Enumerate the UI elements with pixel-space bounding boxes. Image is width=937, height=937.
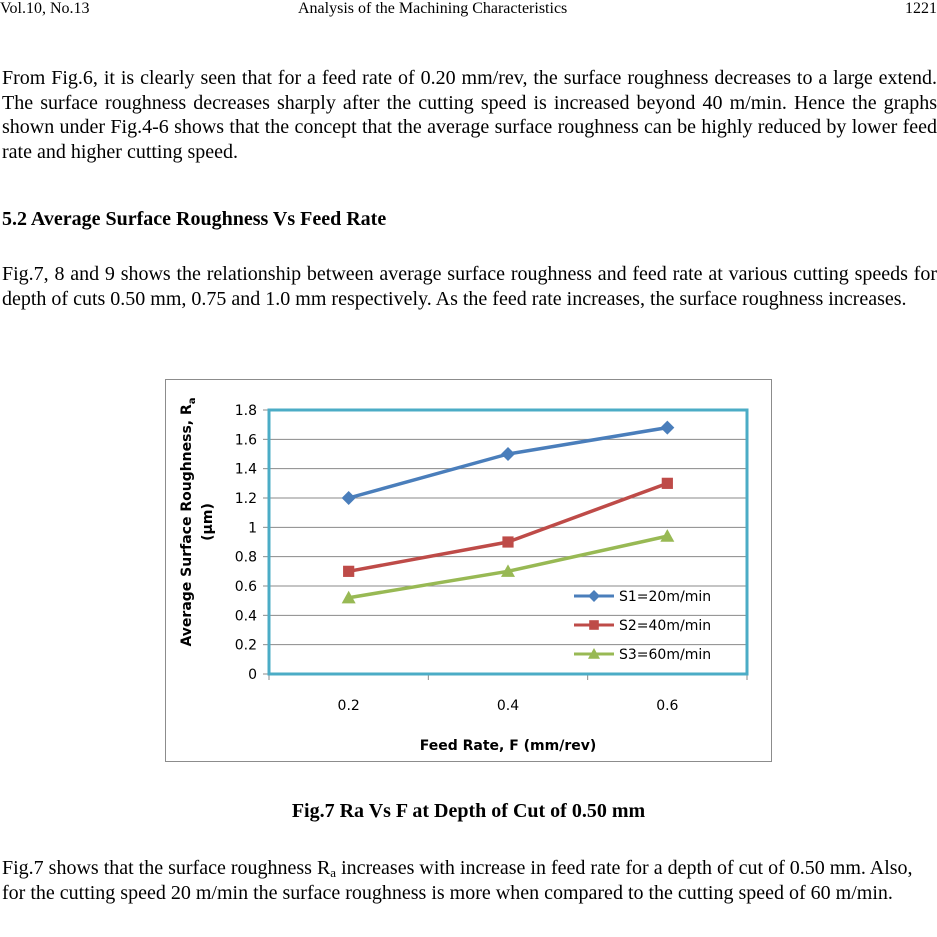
subscript-a: a [330, 865, 337, 880]
y-tick-label: 1 [248, 520, 257, 537]
y-tick-label: 1.6 [234, 432, 257, 449]
y-axis-label-main: Average Surface Roughness, R [179, 404, 195, 647]
page-number: 1221 [905, 0, 937, 17]
text-run: Fig.7 shows that the surface roughness R [2, 857, 331, 879]
x-tick-label: 0.4 [496, 698, 520, 714]
y-tick-label: 1.8 [234, 403, 257, 419]
legend-label: S2=40m/min [619, 618, 712, 634]
paragraph-fig6-discussion: From Fig.6, it is clearly seen that for a feed rate of 0.20 mm/rev, the surface roughness decreases to a large extend. The surface roughness decreases sharply after the cutting speed is increased beyond 40 m/min. Hence the graphs shown under Fig.4-6 shows that the concept that the average surface roughness can be highly reduced by lower feed rate and higher cutting speed. [2, 67, 937, 163]
data-point-s2 [662, 478, 673, 489]
page-header [0, 0, 937, 22]
y-tick-label: 0 [248, 667, 257, 683]
legend-marker [589, 620, 599, 630]
text-run: increases with increase in feed rate for a depth of cut of 0.50 mm. Also, for the cutting speed 20 m/min the surface roughness is more when compared to the cutting speed of 60 m/min. [2, 857, 913, 904]
x-tick-label: 0.6 [656, 698, 679, 714]
legend-label: S1=20m/min [619, 589, 712, 605]
y-axis-label [179, 397, 216, 646]
y-tick-label: 0.8 [234, 549, 257, 566]
data-point-s1 [342, 491, 356, 505]
data-point-s2 [502, 536, 513, 547]
paragraph-fig7-9-intro: Fig.7, 8 and 9 shows the relationship between average surface roughness and feed rate at various cutting speeds for depth of cuts 0.50 mm, 0.75 and 1.0 mm respectively. As the feed rate increases, the surface roughness increases. [2, 263, 937, 310]
y-tick-label: 1.2 [234, 491, 257, 507]
chart-figure-7 [165, 379, 772, 762]
chart-svg [166, 380, 773, 763]
data-point-s2 [343, 566, 354, 577]
paragraph-fig7-discussion [2, 856, 937, 905]
y-tick-label: 0.4 [234, 608, 257, 625]
data-point-s1 [660, 421, 674, 435]
section-heading: 5.2 Average Surface Roughness Vs Feed Rate [2, 208, 387, 230]
legend-label: S3=60m/min [619, 647, 712, 663]
svg-text:Average Surface Roughness, Ra [179, 397, 198, 646]
data-point-s1 [501, 447, 515, 461]
figure-caption: Fig.7 Ra Vs F at Depth of Cut of 0.50 mm [291, 800, 646, 822]
running-title: Analysis of the Machining Characteristics [298, 0, 568, 17]
y-axis-label-subscript: a [187, 397, 198, 405]
legend-marker [588, 590, 600, 602]
series-line-s1 [349, 428, 668, 498]
y-tick-label: 0.6 [234, 579, 257, 595]
journal-volume: Vol.10, No.13 [0, 0, 90, 17]
x-axis-label: Feed Rate, F (mm/rev) [419, 738, 597, 754]
y-axis-label-unit: (μm) [200, 503, 216, 541]
y-tick-label: 1.4 [234, 461, 257, 478]
x-tick-label: 0.2 [337, 698, 360, 714]
y-tick-label: 0.2 [234, 637, 257, 654]
